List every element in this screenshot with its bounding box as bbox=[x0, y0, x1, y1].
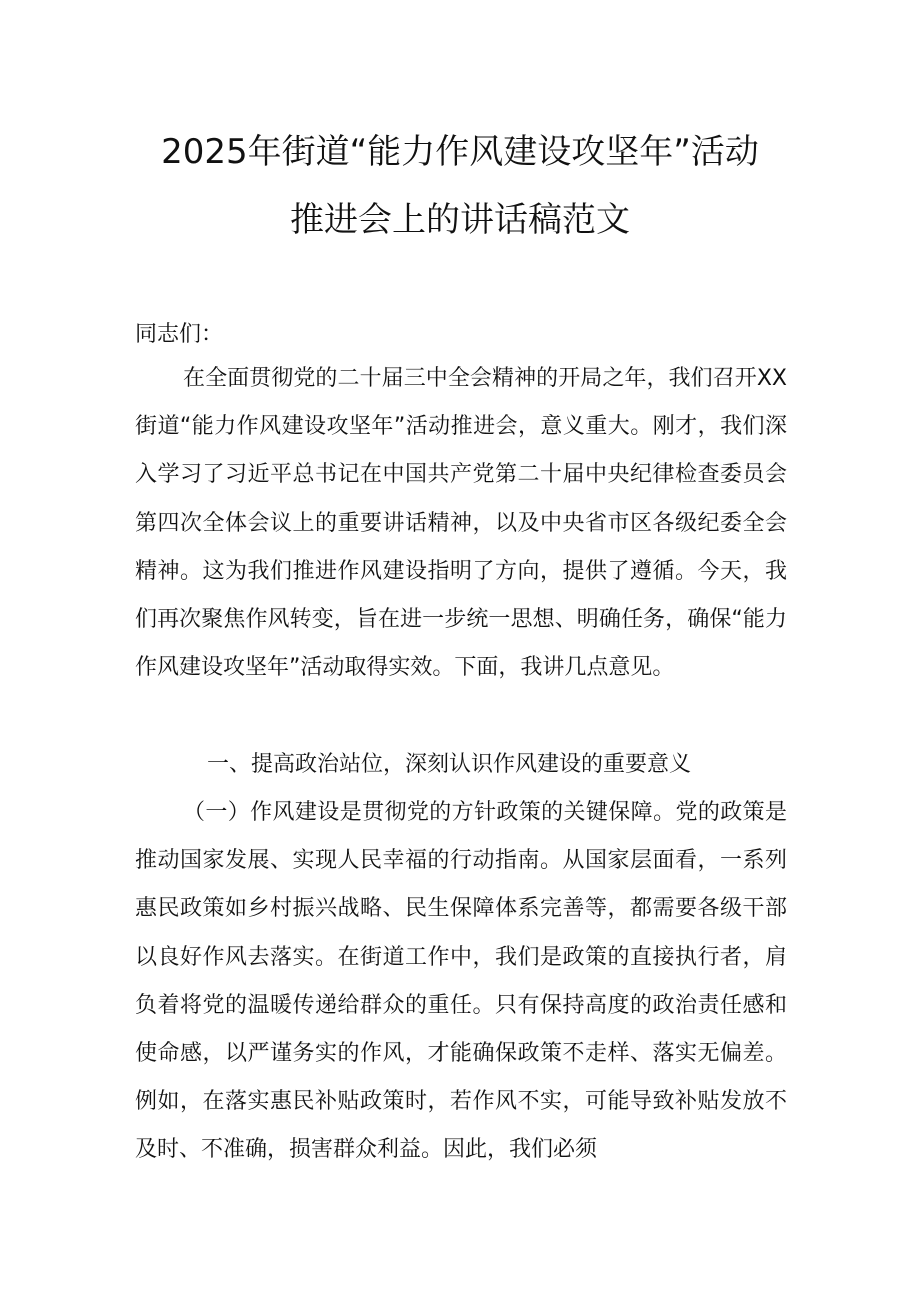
document-title-line-2: 推进会上的讲话稿范文 bbox=[290, 200, 630, 240]
salutation: 同志们： bbox=[135, 322, 224, 347]
document-title-line-1: 2025年街道“能力作风建设攻坚年”活动 bbox=[161, 132, 759, 172]
section-heading-1: 一、提高政治站位，深刻认识作风建设的重要意义 bbox=[207, 752, 692, 777]
paragraph-intro: 在全面贯彻党的二十届三中全会精神的开局之年，我们召开XX街道“能力作风建设攻坚年”活动推进会，意义重大。刚才，我们深入学习了习近平总书记在中国共产党第二十届中央纪律检查委员会第四次全体会议上的重要讲话精神，以及中央省市区各级纪委全会精神。这为我们推进作风建设指明了方向，提供了遵循。今天，我们再次聚焦作风转变，旨在进一步统一思想、明确任务，确保“能力作风建设攻坚年”活动取得实效。下面，我讲几点意见。 bbox=[135, 366, 787, 681]
paragraph-section-1-1: （一）作风建设是贯彻党的方针政策的关键保障。党的政策是推动国家发展、实现人民幸福的行动指南。从国家层面看，一系列惠民政策如乡村振兴战略、民生保障体系完善等，都需要各级干部以良好作风去落实。在街道工作中，我们是政策的直接执行者，肩负着将党的温暖传递给群众的重任。只有保持高度的政治责任感和使命感，以严谨务实的作风，才能确保政策不走样、落实无偏差。例如，在落实惠民补贴政策时，若作风不实，可能导致补贴发放不及时、不准确，损害群众利益。因此，我们必须 bbox=[135, 800, 787, 1163]
